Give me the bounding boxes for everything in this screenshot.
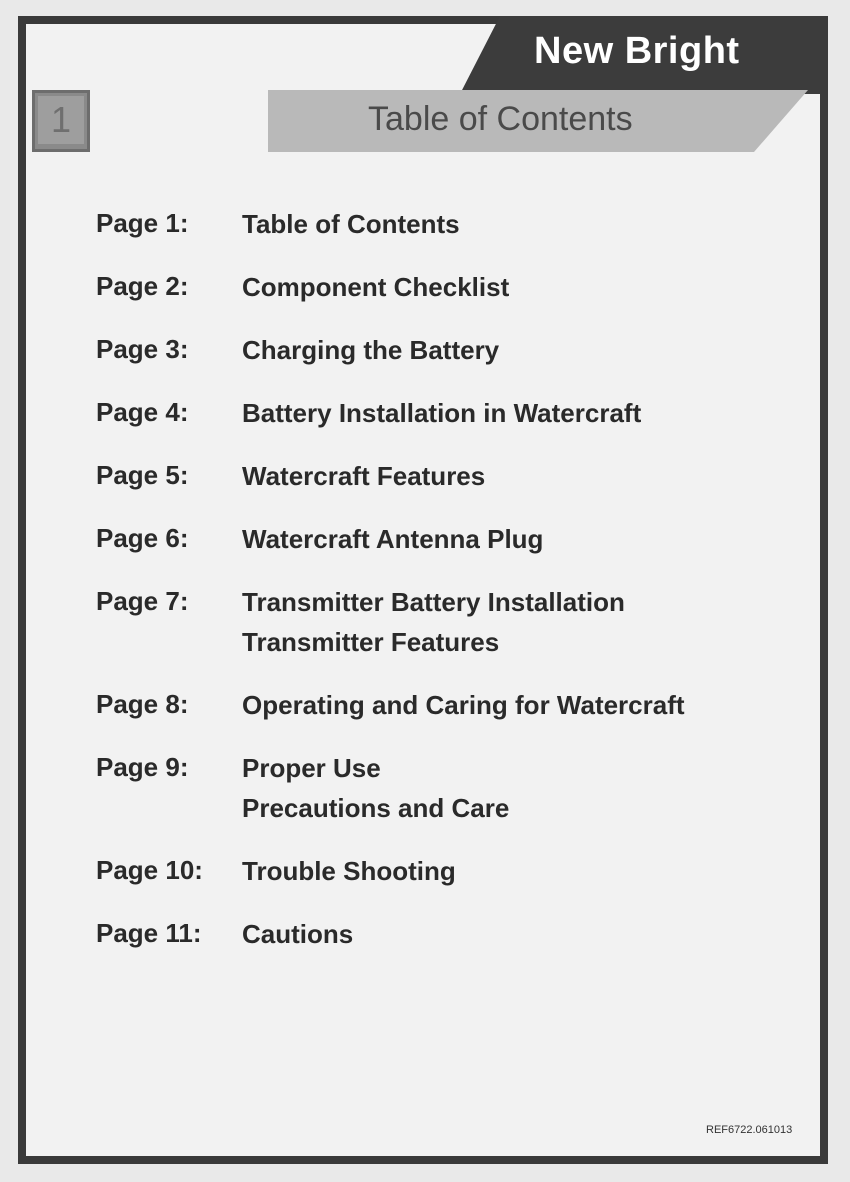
- table-of-contents: [96, 204, 776, 977]
- toc-page-number: Page 6:: [96, 523, 189, 553]
- toc-entry: Transmitter Features: [242, 627, 500, 657]
- toc-entry: Proper Use: [242, 753, 381, 783]
- toc-page-number: Page 2:: [96, 271, 189, 301]
- reference-code: REF6722.061013: [706, 1124, 793, 1136]
- toc-entry: Battery Installation in Watercraft: [242, 398, 642, 428]
- toc-entry: Charging the Battery: [242, 335, 500, 365]
- toc-row: [96, 685, 776, 725]
- toc-entry: Transmitter Battery Installation: [242, 587, 625, 617]
- toc-row: [96, 267, 776, 307]
- toc-page-number: Page 4:: [96, 397, 189, 427]
- page-title: Table of Contents: [368, 100, 633, 138]
- toc-entry: Precautions and Care: [242, 793, 510, 823]
- toc-entry: Watercraft Antenna Plug: [242, 524, 544, 554]
- toc-entry: Component Checklist: [242, 272, 510, 302]
- brand-logo-text: New Bright: [534, 30, 740, 72]
- toc-row: [96, 204, 776, 244]
- toc-row: [96, 393, 776, 433]
- toc-entry: Operating and Caring for Watercraft: [242, 690, 685, 720]
- toc-page-number: Page 10:: [96, 855, 203, 885]
- toc-entry: Trouble Shooting: [242, 856, 456, 886]
- toc-page-number: Page 7:: [96, 586, 189, 616]
- toc-page-number: Page 5:: [96, 460, 189, 490]
- toc-row: [96, 519, 776, 559]
- toc-entry: Cautions: [242, 919, 354, 949]
- toc-row: [96, 748, 776, 828]
- toc-page-number: Page 8:: [96, 689, 189, 719]
- toc-row: [96, 851, 776, 891]
- toc-page-number: Page 9:: [96, 752, 189, 782]
- page-number: 1: [38, 96, 84, 144]
- toc-page-number: Page 1:: [96, 208, 189, 238]
- toc-row: [96, 456, 776, 496]
- toc-page-number: Page 3:: [96, 334, 189, 364]
- toc-entry: Watercraft Features: [242, 461, 486, 491]
- toc-entry: Table of Contents: [242, 209, 460, 239]
- toc-row: [96, 582, 776, 662]
- toc-row: [96, 330, 776, 370]
- toc-page-number: Page 11:: [96, 918, 202, 948]
- toc-row: [96, 914, 776, 954]
